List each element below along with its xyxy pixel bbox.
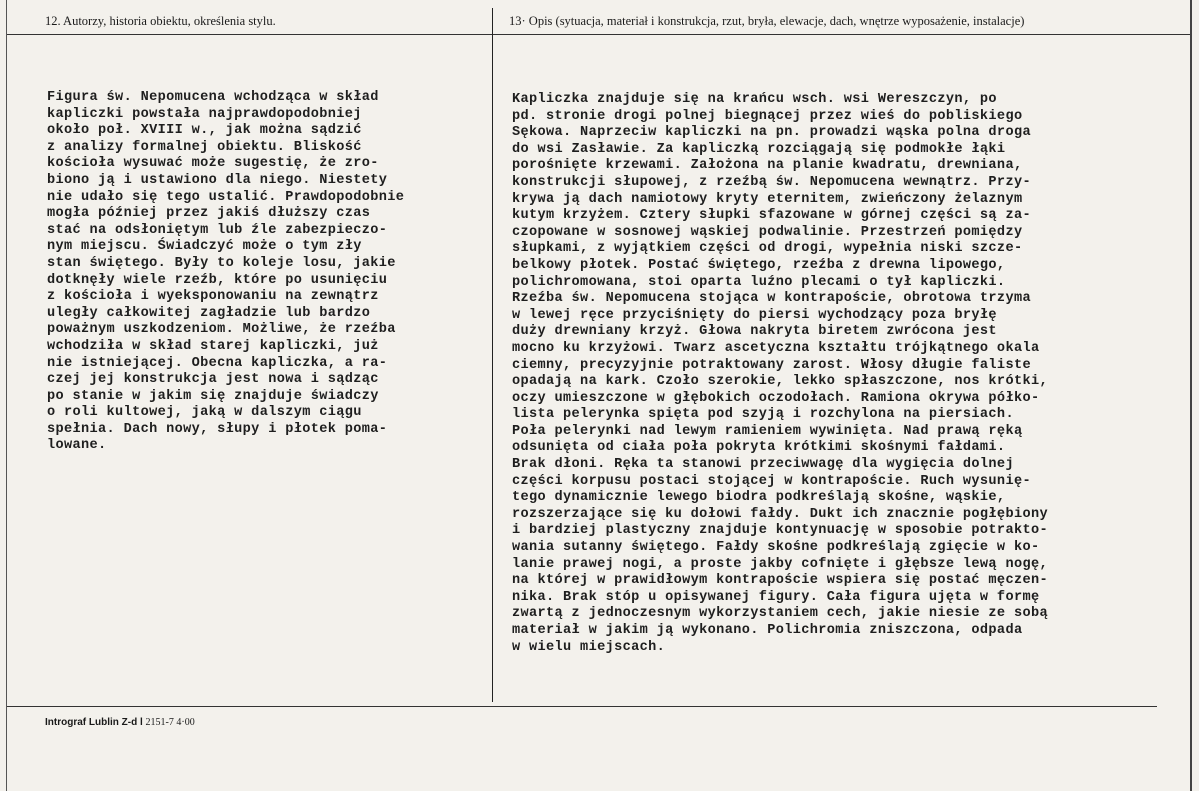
form-code: 2151-7 4·00 — [145, 717, 195, 728]
right-border — [1190, 0, 1192, 791]
history-text: Figura św. Nepomucena wchodząca w skład kapliczki powstała najprawdopodobniej około poł. XVIII w., jak można sądzić z analizy formalnej obiektu. Bliskość kościoła wysuwać może sugestię, że zro- biono ją i ustawiono dla niego. Niestety nie udało się tego ustalić. Prawdopodobnie mogła później przez jakiś dłuższy czas stać na odsłoniętym lub źle zabezpieczo- nym miejscu. Świadczyć może o tym zły stan świętego. Były to koleje losu, jakie dotknęły wiele rzeźb, które po usunięciu z kościoła i wyeksponowaniu na zewnątrz uległy całkowitej zagładzie lub bardzo poważnym uszkodzeniom. Możliwe, że rzeźba wchodziła w skład starej kapliczki, już nie istniejącej. Obecna kapliczka, a ra- czej jej konstrukcja jest nowa i sądząc po stanie w jakim się znajduje świadczy o roli kultowej, jaką w dalszym ciągu spełnia. Dach nowy, słupy i płotek poma- lowane. — [47, 90, 405, 454]
printer-footer — [45, 717, 195, 728]
header-rule — [7, 34, 1190, 35]
left-border — [6, 0, 7, 791]
column-divider — [492, 8, 493, 702]
description-text: Kapliczka znajduje się na krańcu wsch. wsi Wereszczyn, po pd. stronie drogi polnej biegnącej przez wieś do pobliskiego Sękowa. Naprzeciw kapliczki na pn. prowadzi wąska polna droga do wsi Zasławie. Za kapliczką rozciągają się podmokłe łąki porośnięte krzewami. Założona na planie kwadratu, drewniana, konstrukcji słupowej, z rzeźbą św. Nepomucena wewnątrz. Przy- krywa ją dach namiotowy kryty eternitem, zwieńczony żelaznym kutym krzyżem. Cztery słupki sfazowane w górnej części są za- czopowane w sosnowej wąskiej podwalinie. Przestrzeń pomiędzy słupkami, z wyjątkiem części od drogi, wypełnia niski szcze- belkowy płotek. Postać świętego, rzeźba z drewna lipowego, polichromowana, stoi oparta luźno plecami o tył kapliczki. Rzeźba św. Nepomucena stojąca w kontrapoście, obrotowa trzyma w lewej ręce przyciśnięty do piersi wychodzący poza bryłę duży drewniany krzyż. Głowa nakryta biretem zwrócona jest mocno ku krzyżowi. Twarz ascetyczna kształtu trójkątnego okala ciemny, precyzyjnie potraktowany zarost. Włosy długie faliste opadają na kark. Czoło szerokie, lekko spłaszczone, nos krótki, oczy umieszczone w głębokich oczodołach. Ramiona okrywa półko- lista pelerynka spięta pod szyją i rozchylona na piersiach. Poła pelerynki nad lewym ramieniem wywinięta. Nad prawą ręką odsunięta od ciała poła pokryta krótkimi skośnymi fałdami. Brak dłoni. Ręka ta stanowi przeciwwagę dla wygięcia dolnej części korpusu postaci stojącej w kontrapoście. Ruch wysunię- tego dynamicznie lewego biodra podkreślają skośne, wąskie, rozszerzające się ku dołowi fałdy. Dukt ich znacznie pogłębiony i bardziej plastyczny znajduje kontynuację w sposobie potrakto- wania sutanny świętego. Fałdy skośne podkreślają zgięcie w ko- lanie prawej nogi, a proste jakby cofnięte i głębsze lewą nogę, na której w prawidłowym kontrapoście wspiera się postać męczen- nika. Brak stóp u opisywanej figury. Cała figura ujęta w formę zwartą z jednoczesnym wykorzystaniem cech, jakie niesie ze sobą materiał w jakim ją wykonano. Polichromia zniszczona, odpada w wielu miejscach. — [512, 92, 1048, 655]
section-13-heading: 13· Opis (sytuacja, materiał i konstrukcja, rzut, bryła, elewacje, dach, wnętrze wyposażenie, instalacje) — [509, 14, 1025, 28]
section-12-heading: 12. Autorzy, historia obiektu, określenia stylu. — [45, 14, 276, 28]
footer-rule — [7, 706, 1157, 707]
printer-name: Intrograf Lublin Z-d l — [45, 717, 143, 728]
